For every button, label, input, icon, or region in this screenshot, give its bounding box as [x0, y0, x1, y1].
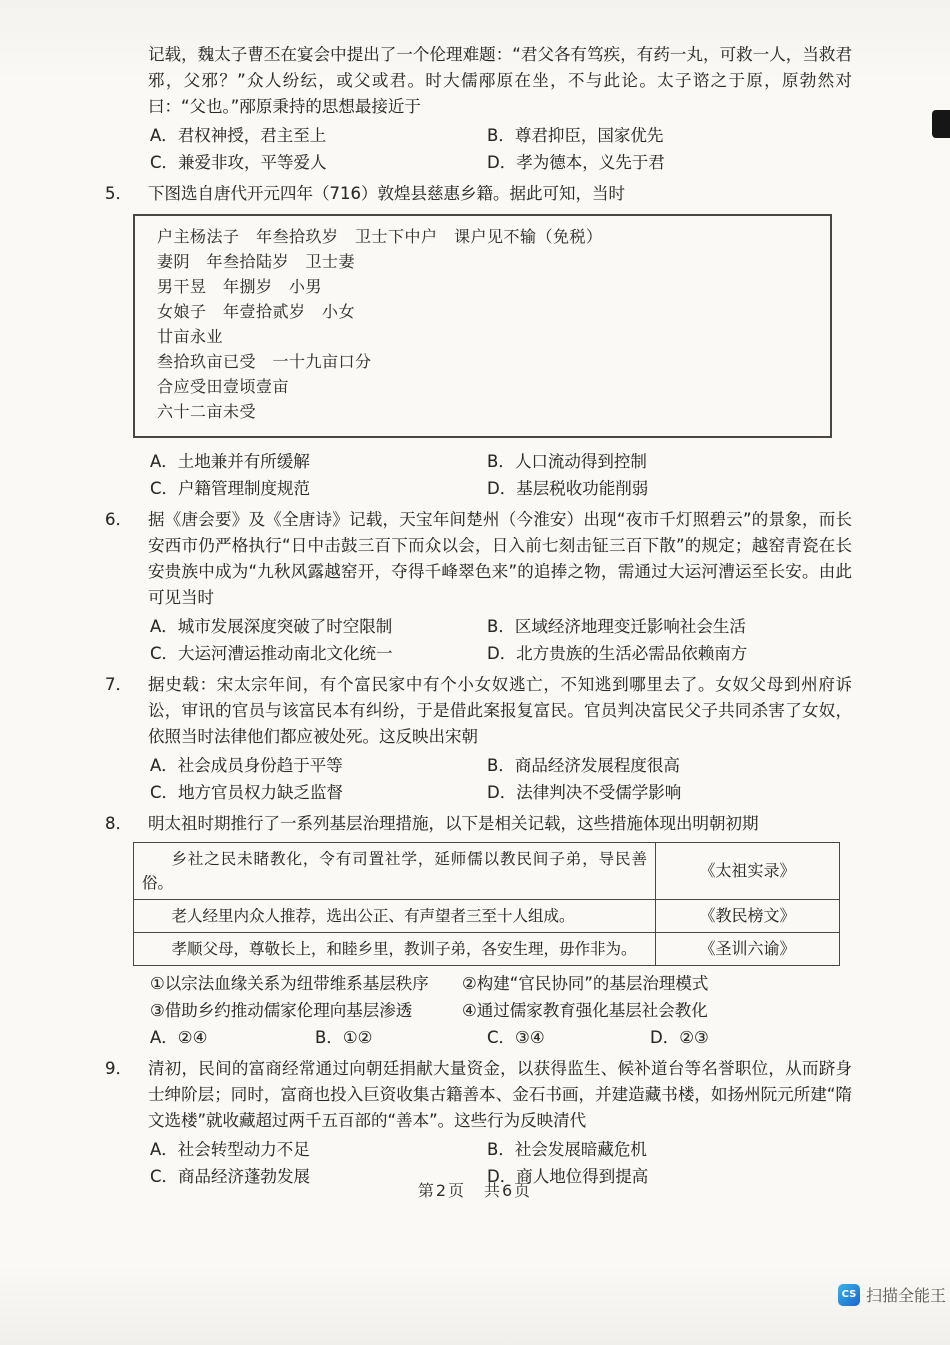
question-7 [105, 672, 852, 806]
scanner-watermark-text: 扫描全能王 [866, 1286, 947, 1305]
question-body [148, 507, 852, 611]
question-9 [105, 1056, 852, 1190]
page-number-footer: 第2页 共6页 [417, 1181, 533, 1200]
option-d: D．商人地位得到提高 [487, 1167, 649, 1186]
table-row [134, 900, 840, 933]
question-8-options [150, 1024, 852, 1051]
option-d: D．孝为德本，义先于君 [487, 153, 665, 172]
statement-2: ②构建“官民协同”的基层治理模式 [462, 974, 709, 993]
question-5 [105, 181, 852, 502]
option-d: D．②③ [650, 1028, 709, 1047]
table-source-cell: 《太祖实录》 [656, 843, 840, 900]
option-d: D．北方贵族的生活必需品依赖南方 [487, 644, 748, 663]
question-stem: 清初，民间的富商经常通过向朝廷捐献大量资金，以获得监生、候补道台等名誉职位，从而跻身士绅阶层；同时，富商也投入巨资收集古籍善本、金石书画，并建造藏书楼，如扬州阮元所建“隋文选楼”就收藏超过两千五百部的“善本”。这些行为反映清代 [148, 1059, 852, 1130]
table-quote-cell: 乡社之民未睹教化，令有司置社学，延师儒以教民间子弟，导民善俗。 [134, 843, 656, 900]
option-c: C．地方官员权力缺乏监督 [150, 783, 344, 802]
scanner-watermark [838, 1283, 946, 1306]
camscanner-icon: CS [838, 1284, 860, 1306]
option-b: B．人口流动得到控制 [487, 452, 647, 471]
question-8-statements [150, 970, 852, 1024]
question-number: 5． [105, 184, 132, 203]
option-a: A．君权神授，君主至上 [150, 126, 327, 145]
question-number: 8． [105, 814, 132, 833]
register-line: 妻阴 年叁拾陆岁 卫士妻 [157, 252, 356, 271]
option-c: C．户籍管理制度规范 [150, 479, 311, 498]
option-b: B．区域经济地理变迁影响社会生活 [487, 617, 746, 636]
question-stem: 据史载：宋太宗年间，有个富民家中有个小女奴逃亡，不知逃到哪里去了。女奴父母到州府诉讼，审讯的官员与该富民本有纠纷，于是借此案报复富民。官员判决富民父子共同杀害了女奴，依照当时法律他们都应被处死。这反映出宋朝 [148, 675, 852, 746]
question-8 [105, 811, 852, 1051]
page-content [105, 42, 852, 1190]
question-number: 7． [105, 675, 132, 694]
scan-artifact [932, 110, 950, 138]
option-d: D．法律判决不受儒学影响 [487, 783, 682, 802]
statement-1: ①以宗法血缘关系为纽带维系基层秩序 [150, 974, 429, 993]
register-line: 女娘子 年壹拾贰岁 小女 [157, 302, 356, 321]
option-a: A．社会转型动力不足 [150, 1140, 310, 1159]
question-body [148, 811, 852, 837]
statement-4: ④通过儒家教育强化基层社会教化 [462, 1001, 708, 1020]
option-c: C．兼爱非攻，平等爱人 [150, 153, 327, 172]
register-line: 户主杨法子 年叁拾玖岁 卫士下中户 课户见不输（免税） [157, 227, 603, 246]
option-a: A．②④ [150, 1028, 208, 1047]
register-line: 合应受田壹顷壹亩 [157, 377, 290, 396]
question-4-continuation-text: 记载，魏太子曹丕在宴会中提出了一个伦理难题：“君父各有笃疾，有药一丸，可救一人，当救君邪，父邪？”众人纷纭，或父或君。时大儒邴原在坐，不与此论。太子谘之于原，原勃然对曰：“父也。”邴原秉持的思想最接近于 [148, 45, 852, 116]
question-stem: 下图选自唐代开元四年（716）敦煌县慈惠乡籍。据此可知，当时 [148, 184, 625, 203]
register-line: 廿亩永业 [157, 327, 224, 346]
option-d: D．基层税收功能削弱 [487, 479, 649, 498]
question-5-options [150, 448, 852, 502]
option-c: C．商品经济蓬勃发展 [150, 1167, 311, 1186]
question-number: 9． [105, 1059, 132, 1078]
option-c: C．大运河漕运推动南北文化统一 [150, 644, 393, 663]
register-line: 男干昱 年捌岁 小男 [157, 277, 323, 296]
question-body [148, 1056, 852, 1134]
option-b: B．社会发展暗藏危机 [487, 1140, 647, 1159]
question-8-source-table [133, 842, 840, 966]
table-quote-cell: 老人经里内众人推荐，选出公正、有声望者三至十人组成。 [134, 900, 656, 933]
table-quote-cell: 孝顺父母，尊敬长上，和睦乡里，教训子弟，各安生理，毋作非为。 [134, 933, 656, 966]
table-source-cell: 《圣训六谕》 [656, 933, 840, 966]
option-a: A．社会成员身份趋于平等 [150, 756, 343, 775]
question-6 [105, 507, 852, 667]
question-body [148, 672, 852, 750]
household-register-figure [133, 214, 832, 438]
option-c: C．③④ [487, 1028, 545, 1047]
table-source-cell: 《教民榜文》 [656, 900, 840, 933]
table-row [134, 843, 840, 900]
table-row [134, 933, 840, 966]
question-4-options [150, 122, 852, 176]
option-a: A．城市发展深度突破了时空限制 [150, 617, 393, 636]
option-a: A．土地兼并有所缓解 [150, 452, 310, 471]
register-line: 六十二亩未受 [157, 402, 257, 421]
question-7-options [150, 752, 852, 806]
question-stem: 明太祖时期推行了一系列基层治理措施，以下是相关记载，这些措施体现出明朝初期 [148, 814, 759, 833]
question-stem: 据《唐会要》及《全唐诗》记载，天宝年间楚州（今淮安）出现“夜市千灯照碧云”的景象，而长安西市仍严格执行“日中击鼓三百下而众以会，日入前七刻击钲三百下散”的规定；越窑青瓷在长安贵族中成为“九秋风露越窑开，夺得千峰翠色来”的追捧之物，需通过大运河漕运至长安。由此可见当时 [148, 510, 852, 607]
option-b: B．商品经济发展程度很高 [487, 756, 680, 775]
option-b: B．①② [315, 1028, 373, 1047]
register-line: 叁拾玖亩已受 一十九亩口分 [157, 352, 372, 371]
question-6-options [150, 613, 852, 667]
question-body [148, 181, 852, 207]
statement-3: ③借助乡约推动儒家伦理向基层渗透 [150, 1001, 413, 1020]
question-number: 6． [105, 510, 132, 529]
option-b: B．尊君抑臣，国家优先 [487, 126, 664, 145]
